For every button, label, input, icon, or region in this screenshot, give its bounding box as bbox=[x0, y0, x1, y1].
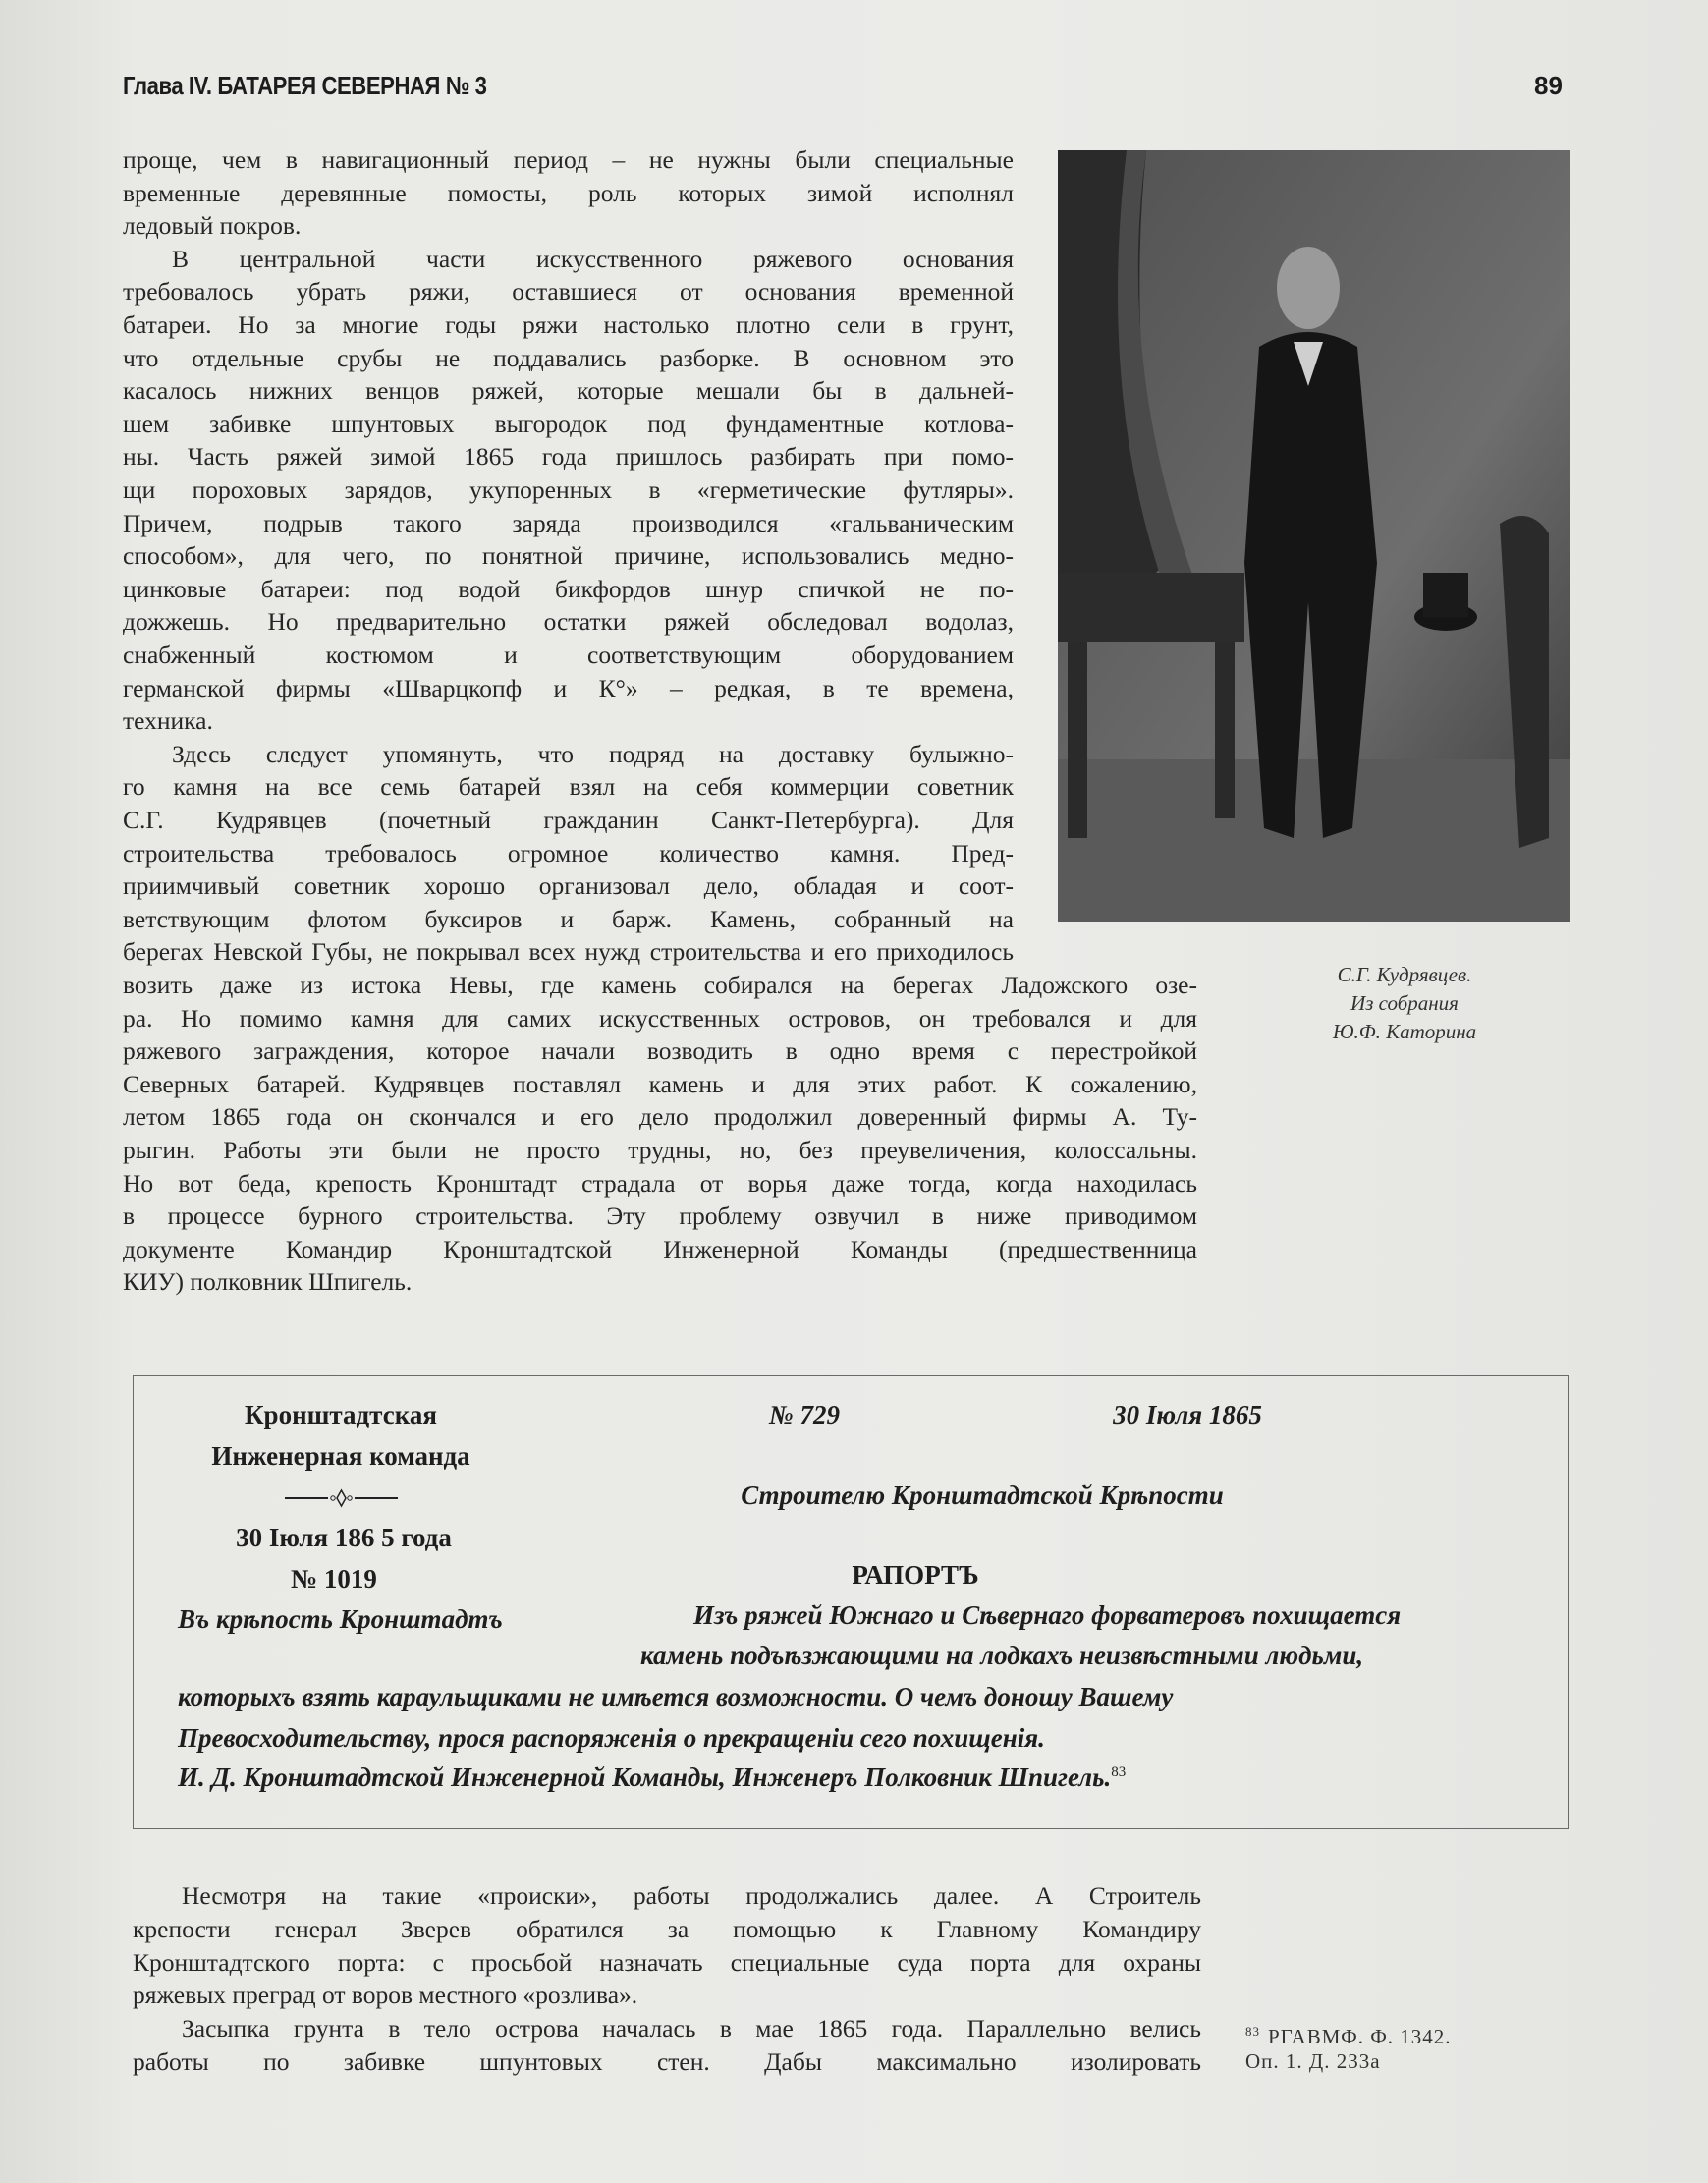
text-line: шем забивке шпунтовых выгородок под фундаментные котлова- bbox=[123, 409, 1014, 438]
text-line: В центральной части искусственного ряжевого основания bbox=[172, 244, 1014, 273]
caption-line: Из собрания bbox=[1350, 991, 1459, 1015]
text-line: документе Командир Кронштадтской Инженерной Команды (предшественница bbox=[123, 1234, 1197, 1263]
doc-text-line: Изъ ряжей Южнаго и Сѣвернаго форватеровъ похищается bbox=[693, 1600, 1402, 1630]
text-line: ряжевого заграждения, которое начали возводить в одно время с перестройкой bbox=[123, 1036, 1197, 1066]
doc-org-line1: Кронштадтская bbox=[244, 1400, 438, 1429]
portrait-photo bbox=[1058, 150, 1570, 922]
text-line: возить даже из истока Невы, где камень собирался на берегах Ладожского озе- bbox=[123, 971, 1197, 999]
text-line: ветствующим флотом буксиров и барж. Камень, собранный на bbox=[123, 904, 1014, 933]
text-line: требовалось убрать ряжи, оставшиеся от основания временной bbox=[123, 277, 1014, 307]
text-line: дожжешь. Но предварительно остатки ряжей обследовал водолаз, bbox=[123, 607, 1014, 637]
text-line: Кронштадтского порта: с просьбой назначать специальные суда порта для охраны bbox=[133, 1947, 1201, 1977]
text-line: летом 1865 года он скончался и его дело продолжил доверенный фирмы А. Ту- bbox=[123, 1102, 1197, 1132]
caption-line: С.Г. Кудрявцев. bbox=[1337, 963, 1472, 986]
chapter-header: Глава IV. БАТАРЕЯ СЕВЕРНАЯ № 3 bbox=[123, 71, 487, 100]
doc-text-line: которыхъ взять караульщиками не имѣется возможности. О чемъ доношу Вашему bbox=[178, 1682, 1174, 1711]
doc-org-line2: Инженерная команда bbox=[211, 1441, 470, 1471]
text-line: батареи. Но за многие годы ряжи настолько плотно сели в грунт, bbox=[123, 310, 1014, 339]
text-line: рыгин. Работы эти были не просто трудны, но, без преувеличения, колоссальны. bbox=[123, 1136, 1197, 1164]
doc-incoming-date: 30 Іюля 1865 bbox=[1113, 1400, 1262, 1429]
text-line: техника. bbox=[123, 706, 213, 736]
text-line: способом», для чего, по понятной причине, использовались медно- bbox=[123, 541, 1014, 571]
text-line: ледовый покров. bbox=[123, 211, 302, 241]
text-line: германской фирмы «Шварцкопф и К°» – редкая, в те времена, bbox=[123, 673, 1014, 702]
text-line: го камня на все семь батарей взял на себя коммерции советник bbox=[123, 772, 1014, 802]
caption-line: Ю.Ф. Каторина bbox=[1332, 1020, 1477, 1043]
text-line: цинковые батареи: под водой бикфордов шнур спичкой не по- bbox=[123, 574, 1014, 603]
text-line: С.Г. Кудрявцев (почетный гражданин Санкт-Петербурга). Для bbox=[123, 806, 1014, 834]
text-line: временные деревянные помосты, роль которых зимой исполнял bbox=[123, 178, 1014, 207]
text-line: ра. Но помимо камня для самих искусственных островов, он требовался и для bbox=[123, 1003, 1197, 1033]
text-line: Но вот беда, крепость Кронштадт страдала от ворья даже тогда, когда находилась bbox=[123, 1168, 1197, 1198]
text-line: в процессе бурного строительства. Эту проблему озвучил в ниже приводимом bbox=[123, 1202, 1197, 1231]
text-line: щи пороховых зарядов, укупоренных в «герметические футляры». bbox=[123, 476, 1014, 504]
text-line: ны. Часть ряжей зимой 1865 года пришлось разбирать при помо- bbox=[123, 442, 1014, 472]
footnote-line1: РГАВМФ. Ф. 1342. bbox=[1268, 2025, 1452, 2048]
text-line: что отдельные срубы не поддавались разборке. В основном это bbox=[123, 343, 1014, 372]
text-line: приимчивый советник хорошо организовал дело, обладая и соот- bbox=[123, 871, 1014, 901]
text-line: Засыпка грунта в тело острова началась в мае 1865 года. Параллельно велись bbox=[182, 2014, 1201, 2043]
text-line: берегах Невской Губы, не покрывал всех нужд строительства и его приходилось bbox=[123, 937, 1014, 967]
text-line: ряжевых преград от воров местного «розлива». bbox=[133, 1981, 638, 2010]
text-line: касалось нижних венцов ряжей, которые мешали бы в дальней- bbox=[123, 376, 1014, 406]
footnote-ref: 83 bbox=[1111, 1764, 1127, 1780]
text-line: КИУ) полковник Шпигель. bbox=[123, 1267, 413, 1297]
text-line: крепости генерал Зверев обратился за помощью к Главному Командиру bbox=[133, 1914, 1201, 1943]
text-line: работы по забивке шпунтовых стен. Дабы максимально изолировать bbox=[133, 2047, 1201, 2076]
text-line: Здесь следует упомянуть, что подряд на доставку булыжно- bbox=[172, 739, 1014, 768]
doc-signature-text: И. Д. Кронштадтской Инженерной Команды, Инженеръ Полковник Шпигель. bbox=[178, 1763, 1112, 1792]
doc-signature bbox=[178, 1756, 1126, 1794]
doc-incoming-number: № 729 bbox=[769, 1400, 840, 1429]
ornament-divider-icon bbox=[285, 1485, 398, 1509]
doc-destination: Въ крѣпость Кронштадтъ bbox=[178, 1604, 503, 1634]
doc-text-line: Превосходительству, прося распоряженія о прекращеніи сего похищенія. bbox=[178, 1723, 1045, 1753]
doc-org-date: 30 Іюля 186 5 года bbox=[236, 1523, 452, 1552]
photo-caption bbox=[1306, 961, 1503, 1046]
footnote-number: 83 bbox=[1245, 2024, 1260, 2039]
doc-text-line: камень подъѣзжающими на лодкахъ неизвѣстными людьми, bbox=[640, 1641, 1364, 1670]
doc-addressee: Строителю Кронштадтской Крѣпости bbox=[741, 1481, 1224, 1510]
doc-title: РАПОРТЪ bbox=[852, 1560, 979, 1590]
text-line: Северных батарей. Кудрявцев поставлял камень и для этих работ. К сожалению, bbox=[123, 1069, 1197, 1098]
portrait-image bbox=[1058, 150, 1570, 922]
text-line: снабженный костюмом и соответствующим оборудованием bbox=[123, 641, 1014, 669]
page-number: 89 bbox=[1534, 71, 1563, 100]
text-line: Несмотря на такие «происки», работы продолжались далее. А Строитель bbox=[182, 1881, 1201, 1910]
text-line: проще, чем в навигационный период – не нужны были специальные bbox=[123, 145, 1014, 174]
doc-org-number: № 1019 bbox=[291, 1564, 377, 1594]
text-line: строительства требовалось огромное количество камня. Пред- bbox=[123, 838, 1014, 868]
text-line: Причем, подрыв такого заряда производился «гальваническим bbox=[123, 508, 1014, 537]
footnote-line2: Оп. 1. Д. 233а bbox=[1245, 2049, 1381, 2073]
